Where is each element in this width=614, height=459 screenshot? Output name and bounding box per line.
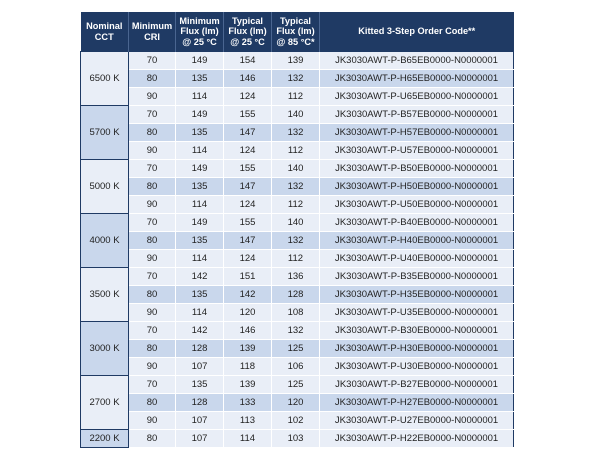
- cell-order-code: JK3030AWT-P-H57EB0000-N0000001: [320, 124, 514, 142]
- header-line: Flux (lm): [180, 26, 219, 37]
- table-row: [81, 178, 514, 196]
- table-row: [81, 88, 514, 106]
- cell-typical-flux-85: 132: [272, 178, 320, 196]
- cell-nominal-cct: 4000 K: [81, 214, 129, 268]
- cell-typical-flux-25: 146: [224, 322, 272, 340]
- cell-order-code: JK3030AWT-P-U35EB0000-N0000001: [320, 304, 514, 322]
- cell-minimum-cri: 80: [129, 340, 176, 358]
- cell-minimum-flux-25: 114: [176, 304, 224, 322]
- header-order-code: [320, 12, 514, 52]
- cell-nominal-cct: 2700 K: [81, 376, 129, 430]
- cell-typical-flux-25: 139: [224, 340, 272, 358]
- cell-typical-flux-85: 140: [272, 214, 320, 232]
- cell-minimum-cri: 90: [129, 358, 176, 376]
- cell-minimum-flux-25: 142: [176, 268, 224, 286]
- flux-table-container: [80, 12, 513, 448]
- cell-typical-flux-85: 102: [272, 412, 320, 430]
- cell-typical-flux-85: 125: [272, 340, 320, 358]
- cell-order-code: JK3030AWT-P-U30EB0000-N0000001: [320, 358, 514, 376]
- flux-table: [80, 12, 514, 448]
- cell-minimum-flux-25: 142: [176, 322, 224, 340]
- cell-typical-flux-25: 151: [224, 268, 272, 286]
- cell-typical-flux-25: 147: [224, 178, 272, 196]
- cell-order-code: JK3030AWT-P-U57EB0000-N0000001: [320, 142, 514, 160]
- header-typical-flux-85: [272, 12, 320, 52]
- cell-typical-flux-85: 136: [272, 268, 320, 286]
- cell-minimum-cri: 70: [129, 52, 176, 70]
- table-row: [81, 232, 514, 250]
- cell-minimum-flux-25: 135: [176, 178, 224, 196]
- table-row: [81, 268, 514, 286]
- cell-typical-flux-25: 118: [224, 358, 272, 376]
- cell-minimum-cri: 80: [129, 70, 176, 88]
- cell-nominal-cct: 5000 K: [81, 160, 129, 214]
- cell-minimum-flux-25: 107: [176, 430, 224, 448]
- cell-minimum-flux-25: 135: [176, 124, 224, 142]
- cell-minimum-flux-25: 107: [176, 358, 224, 376]
- header-line: Flux (lm): [276, 26, 315, 37]
- cell-typical-flux-85: 140: [272, 160, 320, 178]
- table-row: [81, 142, 514, 160]
- cell-minimum-cri: 80: [129, 232, 176, 250]
- table-row: [81, 430, 514, 448]
- cell-order-code: JK3030AWT-P-B40EB0000-N0000001: [320, 214, 514, 232]
- table-row: [81, 340, 514, 358]
- cell-minimum-cri: 90: [129, 304, 176, 322]
- table-row: [81, 412, 514, 430]
- header-typical-flux-25: [224, 12, 272, 52]
- cell-typical-flux-85: 128: [272, 286, 320, 304]
- cell-minimum-cri: 70: [129, 106, 176, 124]
- cell-minimum-flux-25: 149: [176, 52, 224, 70]
- cell-order-code: JK3030AWT-P-H40EB0000-N0000001: [320, 232, 514, 250]
- cell-nominal-cct: 5700 K: [81, 106, 129, 160]
- cell-typical-flux-85: 112: [272, 196, 320, 214]
- cell-nominal-cct: 3500 K: [81, 268, 129, 322]
- table-row: [81, 52, 514, 70]
- cell-minimum-cri: 90: [129, 196, 176, 214]
- cell-nominal-cct: 6500 K: [81, 52, 129, 106]
- cell-typical-flux-25: 120: [224, 304, 272, 322]
- header-line: Nominal: [86, 21, 123, 31]
- cell-typical-flux-25: 133: [224, 394, 272, 412]
- table-row: [81, 106, 514, 124]
- cell-minimum-flux-25: 114: [176, 88, 224, 106]
- cell-typical-flux-85: 132: [272, 124, 320, 142]
- table-row: [81, 394, 514, 412]
- header-row: [81, 12, 514, 52]
- cell-minimum-cri: 70: [129, 376, 176, 394]
- table-row: [81, 250, 514, 268]
- cell-minimum-cri: 80: [129, 178, 176, 196]
- cell-minimum-cri: 80: [129, 124, 176, 142]
- cell-order-code: JK3030AWT-P-H50EB0000-N0000001: [320, 178, 514, 196]
- cell-order-code: JK3030AWT-P-B57EB0000-N0000001: [320, 106, 514, 124]
- table-row: [81, 376, 514, 394]
- cell-nominal-cct: 2200 K: [81, 430, 129, 448]
- cell-typical-flux-25: 147: [224, 232, 272, 250]
- cell-order-code: JK3030AWT-P-B50EB0000-N0000001: [320, 160, 514, 178]
- cell-order-code: JK3030AWT-P-B30EB0000-N0000001: [320, 322, 514, 340]
- table-row: [81, 214, 514, 232]
- cell-order-code: JK3030AWT-P-U50EB0000-N0000001: [320, 196, 514, 214]
- header-line: Minimum: [179, 15, 220, 26]
- cell-minimum-flux-25: 128: [176, 394, 224, 412]
- cell-typical-flux-25: 147: [224, 124, 272, 142]
- cell-typical-flux-85: 106: [272, 358, 320, 376]
- cell-typical-flux-85: 120: [272, 394, 320, 412]
- cell-minimum-cri: 80: [129, 430, 176, 448]
- header-line: CCT: [94, 31, 114, 42]
- cell-minimum-flux-25: 114: [176, 250, 224, 268]
- table-row: [81, 286, 514, 304]
- cell-minimum-cri: 70: [129, 268, 176, 286]
- cell-typical-flux-85: 132: [272, 232, 320, 250]
- header-line: CRI: [144, 31, 160, 42]
- cell-typical-flux-25: 124: [224, 196, 272, 214]
- cell-typical-flux-85: 132: [272, 70, 320, 88]
- cell-order-code: JK3030AWT-P-H22EB0000-N0000001: [320, 430, 514, 448]
- cell-minimum-cri: 80: [129, 286, 176, 304]
- cell-typical-flux-25: 124: [224, 250, 272, 268]
- cell-typical-flux-25: 155: [224, 106, 272, 124]
- table-row: [81, 70, 514, 88]
- cell-order-code: JK3030AWT-P-H30EB0000-N0000001: [320, 340, 514, 358]
- cell-minimum-cri: 70: [129, 160, 176, 178]
- cell-typical-flux-85: 140: [272, 106, 320, 124]
- cell-minimum-flux-25: 149: [176, 160, 224, 178]
- table-body: [81, 52, 514, 448]
- cell-order-code: JK3030AWT-P-B65EB0000-N0000001: [320, 52, 514, 70]
- cell-order-code: JK3030AWT-P-B35EB0000-N0000001: [320, 268, 514, 286]
- cell-typical-flux-85: 108: [272, 304, 320, 322]
- cell-minimum-flux-25: 149: [176, 214, 224, 232]
- header-line: @ 25 °C: [182, 36, 217, 47]
- header-minimum-flux-25: [176, 12, 224, 52]
- cell-typical-flux-25: 113: [224, 412, 272, 430]
- cell-minimum-cri: 90: [129, 142, 176, 160]
- cell-typical-flux-25: 155: [224, 214, 272, 232]
- cell-minimum-flux-25: 135: [176, 376, 224, 394]
- table-row: [81, 160, 514, 178]
- table-row: [81, 358, 514, 376]
- header-line: @ 25 °C: [230, 36, 265, 47]
- cell-minimum-cri: 90: [129, 412, 176, 430]
- cell-order-code: JK3030AWT-P-U27EB0000-N0000001: [320, 412, 514, 430]
- cell-typical-flux-85: 112: [272, 88, 320, 106]
- cell-minimum-flux-25: 114: [176, 196, 224, 214]
- cell-typical-flux-85: 112: [272, 250, 320, 268]
- cell-minimum-cri: 90: [129, 88, 176, 106]
- table-row: [81, 196, 514, 214]
- cell-typical-flux-85: 139: [272, 52, 320, 70]
- cell-typical-flux-85: 125: [272, 376, 320, 394]
- cell-minimum-cri: 70: [129, 214, 176, 232]
- cell-typical-flux-85: 103: [272, 430, 320, 448]
- cell-order-code: JK3030AWT-P-H27EB0000-N0000001: [320, 394, 514, 412]
- cell-typical-flux-25: 146: [224, 70, 272, 88]
- header-line: Typical: [280, 15, 311, 26]
- header-line: Kitted 3-Step Order Code**: [358, 26, 476, 37]
- cell-typical-flux-25: 155: [224, 160, 272, 178]
- table-header: [81, 12, 514, 52]
- table-row: [81, 304, 514, 322]
- cell-typical-flux-25: 154: [224, 52, 272, 70]
- cell-typical-flux-85: 112: [272, 142, 320, 160]
- cell-minimum-cri: 70: [129, 322, 176, 340]
- cell-order-code: JK3030AWT-P-U65EB0000-N0000001: [320, 88, 514, 106]
- cell-minimum-flux-25: 135: [176, 70, 224, 88]
- cell-typical-flux-85: 132: [272, 322, 320, 340]
- cell-minimum-flux-25: 128: [176, 340, 224, 358]
- cell-order-code: JK3030AWT-P-H35EB0000-N0000001: [320, 286, 514, 304]
- cell-order-code: JK3030AWT-P-H65EB0000-N0000001: [320, 70, 514, 88]
- cell-typical-flux-25: 124: [224, 142, 272, 160]
- cell-typical-flux-25: 142: [224, 286, 272, 304]
- table-row: [81, 124, 514, 142]
- header-line: Typical: [232, 15, 263, 26]
- cell-minimum-flux-25: 149: [176, 106, 224, 124]
- header-line: @ 85 °C*: [276, 36, 315, 47]
- header-line: Minimum: [131, 21, 173, 31]
- cell-order-code: JK3030AWT-P-U40EB0000-N0000001: [320, 250, 514, 268]
- header-minimum-cri: [129, 12, 176, 52]
- cell-typical-flux-25: 114: [224, 430, 272, 448]
- cell-typical-flux-25: 124: [224, 88, 272, 106]
- cell-minimum-flux-25: 114: [176, 142, 224, 160]
- cell-order-code: JK3030AWT-P-B27EB0000-N0000001: [320, 376, 514, 394]
- cell-minimum-flux-25: 135: [176, 286, 224, 304]
- header-nominal-cct: [81, 12, 129, 52]
- cell-nominal-cct: 3000 K: [81, 322, 129, 376]
- cell-typical-flux-25: 139: [224, 376, 272, 394]
- cell-minimum-flux-25: 107: [176, 412, 224, 430]
- table-row: [81, 322, 514, 340]
- cell-minimum-flux-25: 135: [176, 232, 224, 250]
- cell-minimum-cri: 80: [129, 394, 176, 412]
- cell-minimum-cri: 90: [129, 250, 176, 268]
- header-line: Flux (lm): [228, 26, 267, 37]
